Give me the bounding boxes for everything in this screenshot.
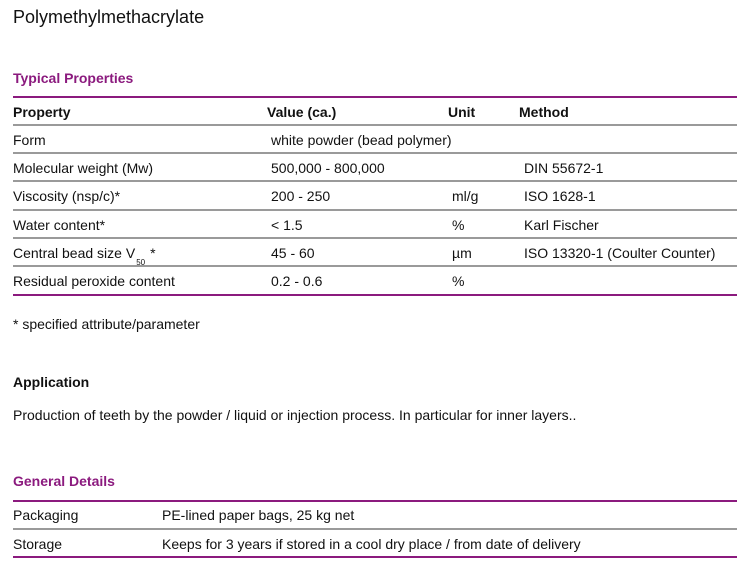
detail-label: Packaging	[13, 507, 79, 523]
row-divider	[13, 265, 737, 267]
property-text: Central bead size V	[13, 245, 136, 261]
property-cell: Viscosity (nsp/c)*	[13, 188, 121, 204]
column-header-property: Property	[13, 104, 71, 120]
application-heading: Application	[13, 374, 90, 390]
property-cell: Molecular weight (Mw)	[13, 160, 154, 176]
unit-cell: µm	[452, 245, 472, 261]
row-divider	[13, 237, 737, 239]
property-cell: Form	[13, 132, 46, 148]
column-header-value: Value (ca.)	[267, 104, 337, 120]
subscript: 50	[136, 258, 146, 267]
detail-label: Storage	[13, 536, 63, 552]
row-divider	[13, 152, 737, 154]
table-top-rule	[13, 500, 737, 502]
value-cell: 45 - 60	[271, 245, 315, 261]
row-divider	[13, 180, 737, 182]
unit-cell: %	[452, 217, 465, 233]
method-cell: ISO 13320-1 (Coulter Counter)	[524, 245, 716, 261]
value-cell: < 1.5	[271, 217, 303, 233]
detail-value: PE-lined paper bags, 25 kg net	[162, 507, 355, 523]
property-suffix: *	[150, 245, 156, 261]
unit-cell: %	[452, 273, 465, 289]
value-cell: 500,000 - 800,000	[271, 160, 385, 176]
value-cell: 200 - 250	[271, 188, 331, 204]
document-title: Polymethylmethacrylate	[13, 7, 205, 27]
table-bottom-rule	[13, 556, 737, 558]
row-divider	[13, 528, 737, 530]
property-cell: Water content*	[13, 217, 106, 233]
value-cell: 0.2 - 0.6	[271, 273, 323, 289]
value-cell: white powder (bead polymer)	[271, 132, 452, 148]
footnote: * specified attribute/parameter	[13, 316, 200, 332]
property-cell	[13, 245, 156, 267]
unit-cell: ml/g	[452, 188, 479, 204]
method-cell: ISO 1628-1	[524, 188, 596, 204]
table-bottom-rule	[13, 294, 737, 296]
typical-properties-heading: Typical Properties	[13, 70, 134, 86]
row-divider	[13, 209, 737, 211]
general-details-heading: General Details	[13, 473, 115, 489]
row-divider	[13, 124, 737, 126]
detail-value: Keeps for 3 years if stored in a cool dry place / from date of delivery	[162, 536, 581, 552]
column-header-unit: Unit	[448, 104, 476, 120]
method-cell: Karl Fischer	[524, 217, 599, 233]
property-cell: Residual peroxide content	[13, 273, 175, 289]
method-cell: DIN 55672-1	[524, 160, 604, 176]
table-top-rule	[13, 96, 737, 98]
column-header-method: Method	[519, 104, 569, 120]
application-text: Production of teeth by the powder / liquid or injection process. In particular for inner layers..	[13, 407, 577, 423]
